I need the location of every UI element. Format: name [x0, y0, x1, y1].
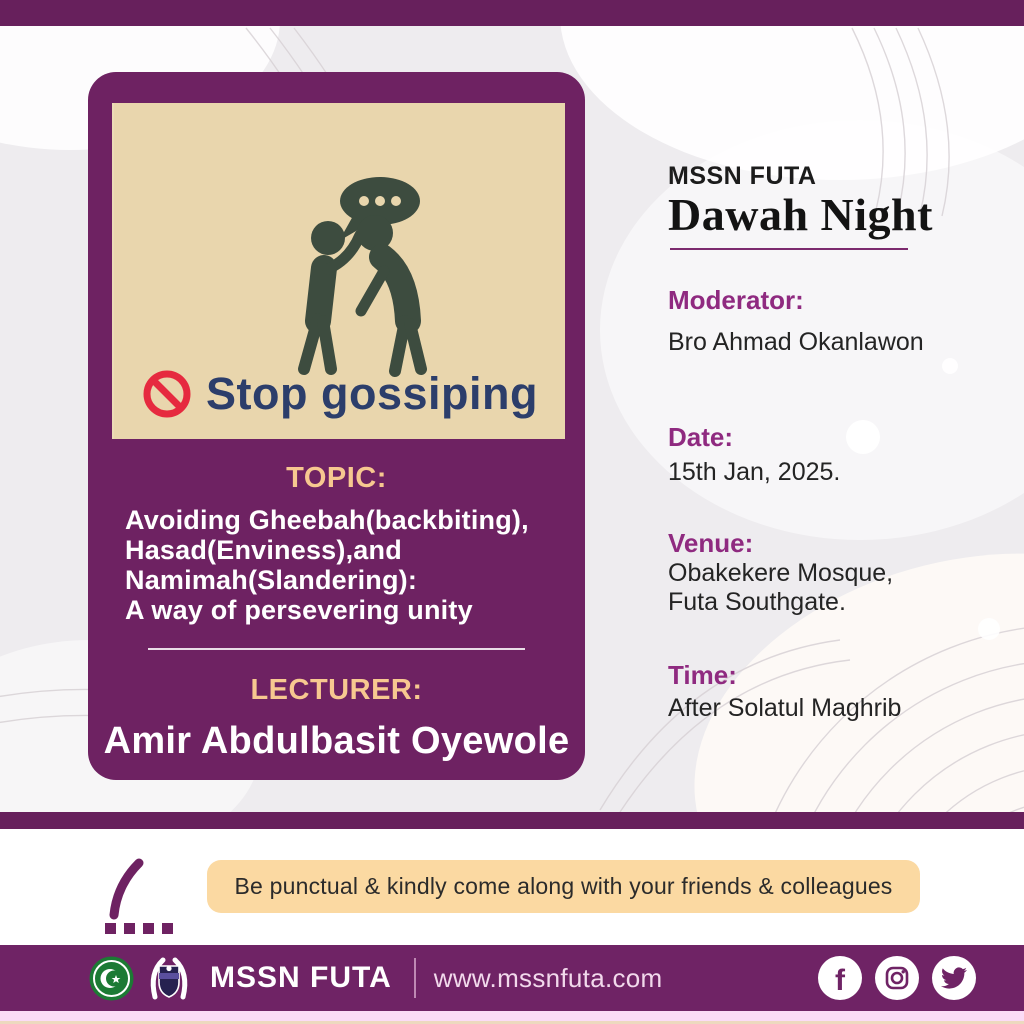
- lecturer-label: LECTURER:: [250, 674, 423, 706]
- venue-value-line: Obakekere Mosque,: [668, 559, 894, 587]
- time-label: Time:: [668, 660, 737, 690]
- image-caption: Stop gossiping: [206, 368, 538, 419]
- note-banner: [207, 860, 920, 913]
- purple-divider-band: [0, 812, 1024, 829]
- footer-bar: [0, 945, 1024, 1011]
- footer-website[interactable]: www.mssnfuta.com: [433, 962, 663, 993]
- topic-label: TOPIC:: [286, 462, 387, 494]
- moderator-value: Bro Ahmad Okanlawon: [668, 328, 924, 356]
- futa-logo: [144, 955, 194, 1002]
- stop-gossiping-image: [112, 103, 565, 439]
- event-details: [668, 150, 1008, 770]
- footer-divider: [414, 958, 416, 998]
- date-value: 15th Jan, 2025.: [668, 458, 841, 486]
- card-divider-line: [148, 648, 525, 650]
- twitter-icon[interactable]: [932, 956, 976, 1000]
- title-underline: [670, 248, 908, 250]
- note-text: Be punctual & kindly come along with your friends & colleagues: [234, 873, 893, 899]
- footer-org-title: MSSN FUTA: [210, 961, 392, 994]
- facebook-icon[interactable]: f: [818, 956, 862, 1000]
- whispering-person-figure: [304, 221, 360, 369]
- lecturer-name: Amir Abdulbasit Oyewole: [103, 720, 570, 762]
- listening-person-figure: [357, 215, 421, 371]
- topic-line: Hasad(Enviness),and: [125, 535, 402, 565]
- topic-text: [125, 505, 555, 625]
- instagram-icon[interactable]: [875, 956, 919, 1000]
- time-value: After Solatul Maghrib: [668, 694, 902, 722]
- date-label: Date:: [668, 422, 734, 452]
- quote-swoosh-icon: [95, 857, 187, 939]
- mssn-logo: [88, 955, 135, 1002]
- moderator-label: Moderator:: [668, 285, 804, 315]
- venue-value-line: Futa Southgate.: [668, 588, 846, 616]
- no-entry-icon: [142, 369, 192, 419]
- venue-label: Venue:: [668, 528, 754, 558]
- topic-line: A way of persevering unity: [125, 595, 473, 625]
- footer-logos: [88, 955, 194, 1002]
- social-icons: [818, 956, 976, 1000]
- org-title: MSSN FUTA: [668, 162, 817, 190]
- note-band: [0, 829, 1024, 945]
- topic-line: Avoiding Gheebah(backbiting),: [125, 505, 529, 535]
- event-title: Dawah Night: [668, 189, 933, 240]
- topic-line: Namimah(Slandering):: [125, 565, 418, 595]
- event-card: [88, 72, 585, 780]
- top-border-bar: [0, 0, 1024, 26]
